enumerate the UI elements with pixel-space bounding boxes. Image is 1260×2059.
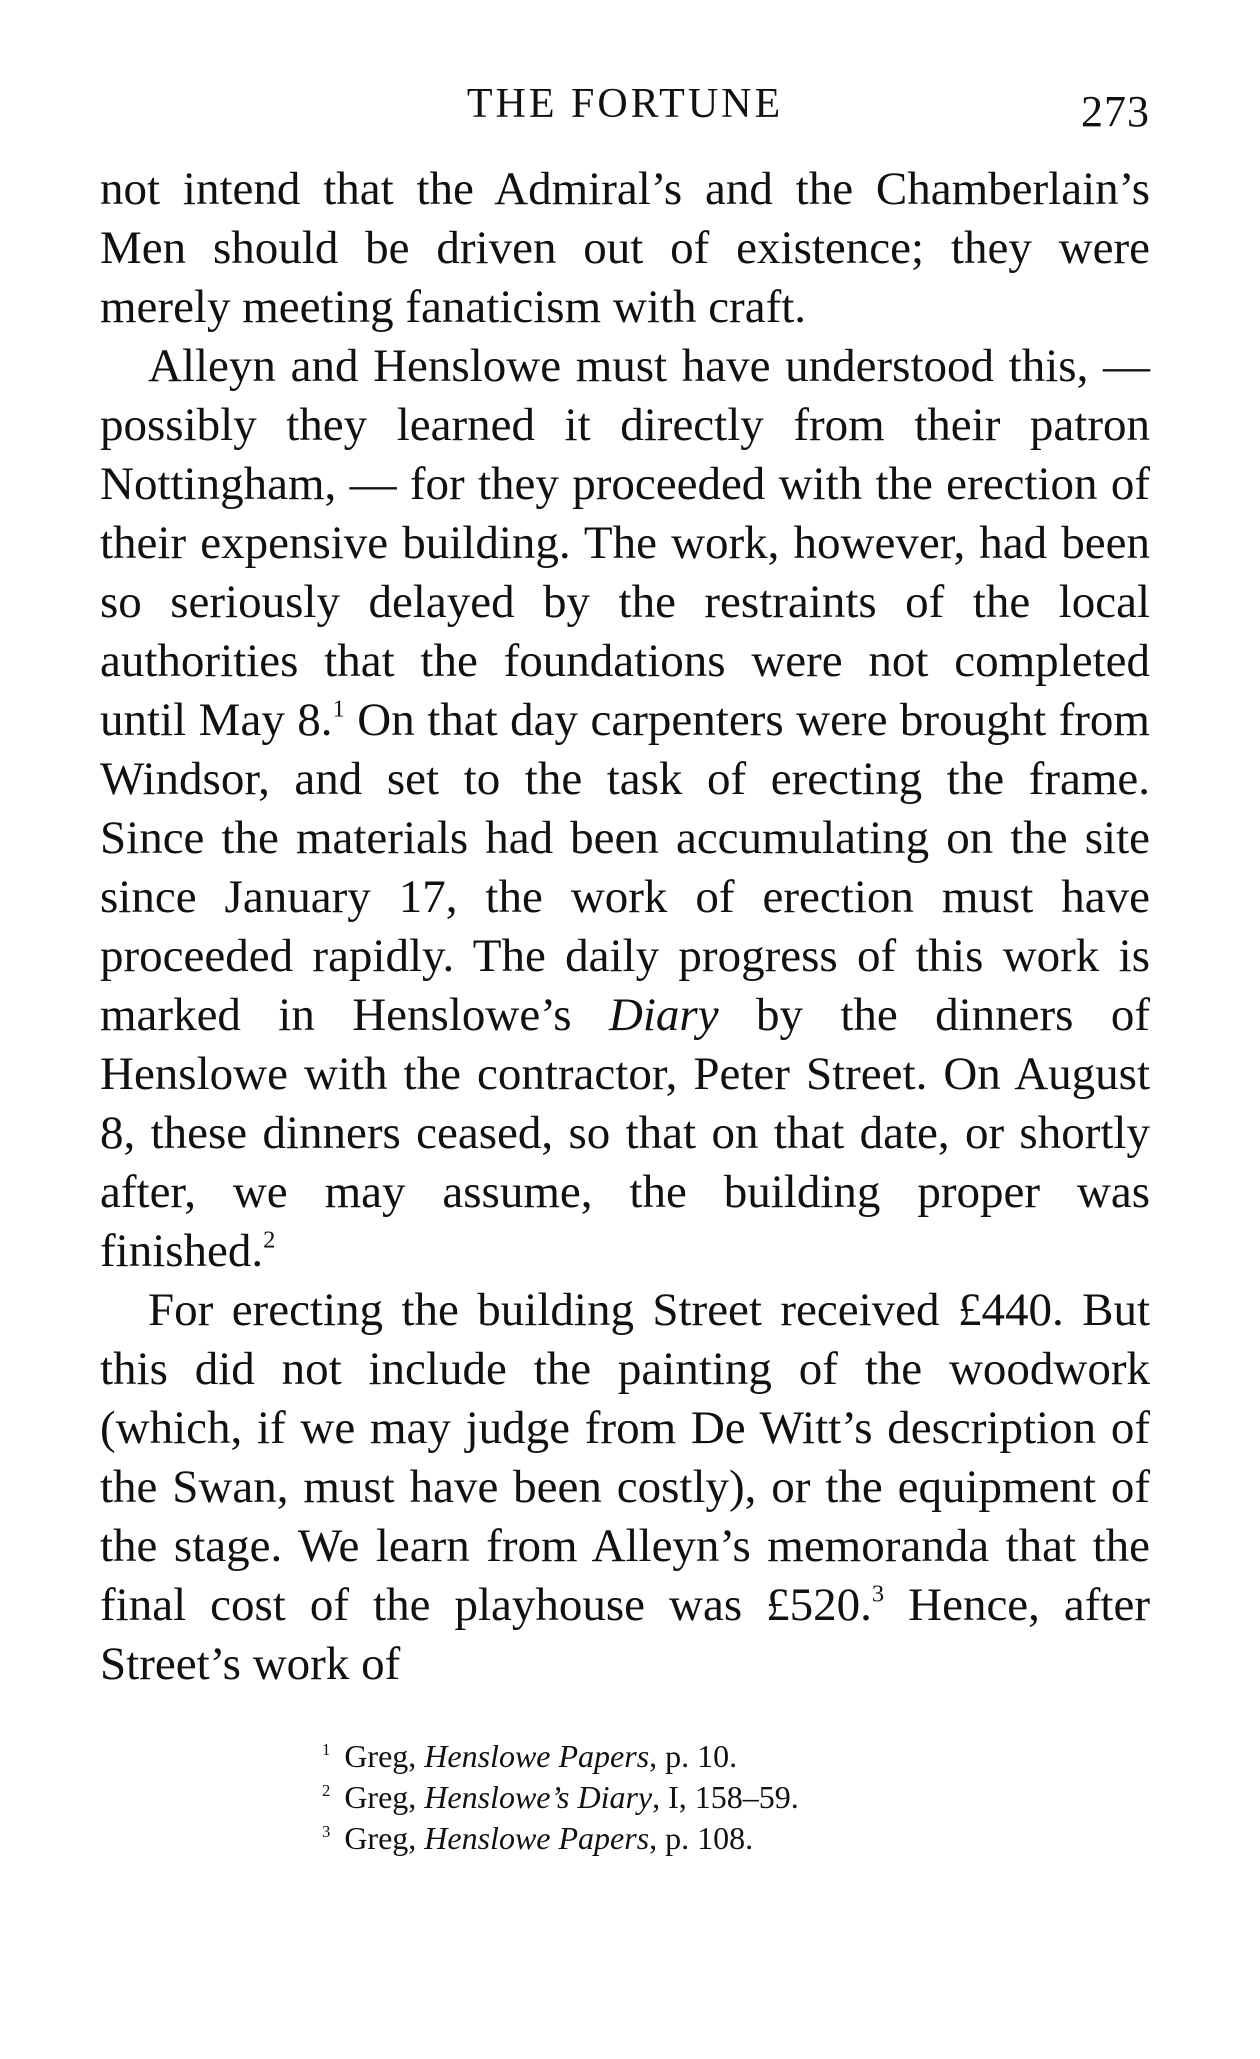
footnote-title: Henslowe’s Diary xyxy=(424,1779,653,1815)
body-text xyxy=(100,160,1150,1694)
paragraph-1 xyxy=(100,160,1150,337)
footnote-title: Henslowe Papers xyxy=(424,1738,650,1774)
paragraph-text: by the dinners of Henslowe with the contractor, Peter Street. On August 8, these dinners ceased, so that on that date, or shortly after, we may assume, the building proper was finished. xyxy=(100,989,1151,1277)
running-head xyxy=(100,70,1150,160)
footnote-author: Greg, xyxy=(344,1779,425,1815)
footnote-ref-1: 1 xyxy=(332,695,345,723)
page-number: 273 xyxy=(1081,87,1150,136)
footnote-3 xyxy=(322,1818,1150,1859)
paragraph-text: For erecting the building Street received £440. But this did not include the painting of the woodwork (which, if we may judge from De Witt’s description of the Swan, must have been costly), or the equipment of the stage. We learn from Alleyn’s memoranda that the final cost of the playhouse was £520. xyxy=(100,1284,1150,1631)
paragraph-text: not intend that the Admiral’s and the Chamberlain’s Men should be driven out of existence; they were merely meeting fanaticism with craft. xyxy=(100,163,1150,333)
footnote-author: Greg, xyxy=(344,1738,425,1774)
paragraph-text: On that day carpenters were brought from Windsor, and set to the task of erecting the frame. Since the materials had been accumulating on the site since January 17, the work of erection must have proceeded rapidly. The daily progress of this work is marked in Henslowe’s xyxy=(100,694,1150,1041)
footnote-author: Greg, xyxy=(344,1820,425,1856)
paragraph-2 xyxy=(100,337,1150,1281)
footnotes xyxy=(322,1736,1150,1859)
running-title: THE FORTUNE xyxy=(466,81,784,127)
italic-title-diary: Diary xyxy=(608,989,719,1041)
footnote-ref-2: 2 xyxy=(263,1226,276,1254)
paragraph-text: Alleyn and Henslowe must have understood this, — possibly they learned it directly from their patron Nottingham, — for they proceeded with the erection of their expensive building. The work, however, had been so seriously delayed by the restraints of the local authorities that the foundations were not completed until May 8. xyxy=(100,340,1150,746)
footnote-citation: , p. 10. xyxy=(649,1738,738,1774)
footnote-marker: 3 xyxy=(322,1821,331,1841)
footnote-title: Henslowe Papers xyxy=(424,1820,650,1856)
paragraph-text: Hence, after Street’s work of xyxy=(100,1579,1151,1690)
footnote-citation: , I, 158–59. xyxy=(652,1779,799,1815)
footnote-ref-3: 3 xyxy=(871,1580,885,1608)
book-page xyxy=(100,70,1150,2030)
paragraph-3 xyxy=(100,1281,1150,1694)
footnote-citation: , p. 108. xyxy=(649,1820,754,1856)
footnote-2 xyxy=(322,1777,1150,1818)
footnote-marker: 1 xyxy=(322,1739,331,1759)
footnote-marker: 2 xyxy=(322,1780,331,1800)
footnote-1 xyxy=(322,1736,1150,1777)
